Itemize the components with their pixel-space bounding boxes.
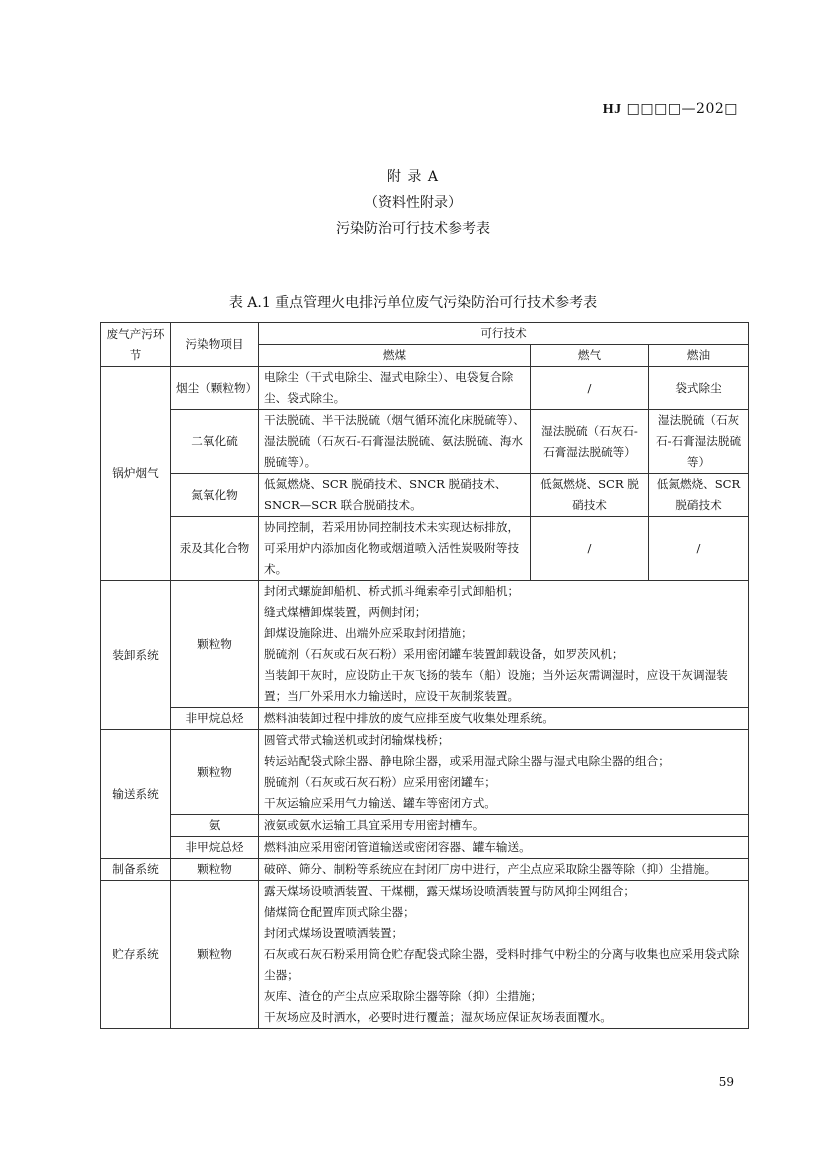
code-suffix: □□□□—202□ bbox=[626, 101, 738, 117]
measure-line: 缝式煤槽卸煤装置，两侧封闭； bbox=[264, 605, 427, 619]
measures-cell bbox=[259, 730, 749, 815]
gas-cell: / bbox=[531, 367, 649, 410]
table-row bbox=[101, 517, 749, 581]
measure-line: 当装卸干灰时，应设防止干灰飞扬的装车（船）设施；当外运灰需调湿时，应设干灰调湿装置；当厂外采用水力输送时，应设干灰制浆装置。 bbox=[264, 668, 728, 703]
document-code bbox=[603, 101, 738, 118]
measures-cell: 液氨或氨水运输工具宜采用专用密封槽车。 bbox=[259, 815, 749, 837]
pollutant-cell: 非甲烷总烃 bbox=[171, 708, 259, 730]
measures-cell: 破碎、筛分、制粉等系统应在封闭厂房中进行，产尘点应采取除尘器等除（抑）尘措施。 bbox=[259, 859, 749, 881]
measure-line: 石灰或石灰石粉采用筒仓贮存配袋式除尘器，受料时排气中粉尘的分离与收集也应采用袋式除尘器； bbox=[264, 947, 740, 982]
gas-cell: 湿法脱硫（石灰石-石膏湿法脱硫等） bbox=[531, 410, 649, 474]
coal-cell: 低氮燃烧、SCR 脱硝技术、SNCR 脱硝技术、SNCR—SCR 联合脱硝技术。 bbox=[259, 474, 531, 517]
oil-cell: / bbox=[649, 517, 749, 581]
pollutant-cell: 二氧化硫 bbox=[171, 410, 259, 474]
section-boiler: 锅炉烟气 bbox=[101, 367, 171, 581]
table-row bbox=[101, 881, 749, 1029]
table-row bbox=[101, 730, 749, 815]
header-link: 废气产污环节 bbox=[101, 323, 171, 367]
table-row bbox=[101, 474, 749, 517]
section-loading: 装卸系统 bbox=[101, 581, 171, 730]
gas-cell: / bbox=[531, 517, 649, 581]
header-pollutant: 污染物项目 bbox=[171, 323, 259, 367]
pollutant-cell: 汞及其化合物 bbox=[171, 517, 259, 581]
section-conveying: 输送系统 bbox=[101, 730, 171, 859]
oil-cell: 低氮燃烧、SCR 脱硝技术 bbox=[649, 474, 749, 517]
table-row bbox=[101, 815, 749, 837]
table-row bbox=[101, 581, 749, 708]
table-row bbox=[101, 708, 749, 730]
table-row bbox=[101, 837, 749, 859]
measure-line: 灰库、渣仓的产尘点应采取除尘器等除（抑）尘措施； bbox=[264, 989, 543, 1003]
oil-cell: 湿法脱硫（石灰石-石膏湿法脱硫等） bbox=[649, 410, 749, 474]
pollutant-cell: 颗粒物 bbox=[171, 730, 259, 815]
measure-line: 干灰场应及时洒水，必要时进行覆盖；湿灰场应保证灰场表面覆水。 bbox=[264, 1010, 612, 1024]
coal-cell: 干法脱硫、半干法脱硫（烟气循环流化床脱硫等）、湿法脱硫（石灰石-石膏湿法脱硫、氨法脱硫、海水脱硫等）。 bbox=[259, 410, 531, 474]
measure-line: 圆管式带式输送机或封闭输煤栈桥； bbox=[264, 733, 450, 747]
measure-line: 干灰运输应采用气力输送、罐车等密闭方式。 bbox=[264, 796, 496, 810]
measure-line: 储煤筒仓配置库顶式除尘器； bbox=[264, 905, 415, 919]
measure-line: 脱硫剂（石灰或石灰石粉）应采用密闭罐车； bbox=[264, 775, 496, 789]
coal-cell: 电除尘（干式电除尘、湿式电除尘）、电袋复合除尘、袋式除尘。 bbox=[259, 367, 531, 410]
pollutant-cell: 颗粒物 bbox=[171, 859, 259, 881]
measure-line: 脱硫剂（石灰或石灰石粉）采用密闭罐车装置卸载设备，如罗茨风机； bbox=[264, 647, 624, 661]
measure-line: 封闭式煤场设置喷洒装置； bbox=[264, 926, 404, 940]
pollutant-cell: 烟尘（颗粒物） bbox=[171, 367, 259, 410]
measures-cell: 燃料油装卸过程中排放的废气应排至废气收集处理系统。 bbox=[259, 708, 749, 730]
code-prefix: HJ bbox=[602, 102, 622, 117]
appendix-title: 附 录 A bbox=[386, 169, 439, 185]
page-number: 59 bbox=[718, 1075, 734, 1089]
table-row bbox=[101, 859, 749, 881]
appendix-subtitle: （资料性附录） bbox=[364, 195, 462, 211]
appendix-heading: 污染防治可行技术参考表 bbox=[336, 221, 490, 237]
pollutant-cell: 颗粒物 bbox=[171, 881, 259, 1029]
measures-cell bbox=[259, 881, 749, 1029]
header-coal: 燃煤 bbox=[259, 345, 531, 367]
pollutant-cell: 非甲烷总烃 bbox=[171, 837, 259, 859]
measure-line: 封闭式螺旋卸船机、桥式抓斗绳索牵引式卸船机； bbox=[264, 584, 520, 598]
technology-table bbox=[100, 322, 749, 1029]
measure-line: 卸煤设施除进、出端外应采取封闭措施； bbox=[264, 626, 473, 640]
coal-cell: 协同控制，若采用协同控制技术未实现达标排放，可采用炉内添加卤化物或烟道喷入活性炭吸附等技术。 bbox=[259, 517, 531, 581]
header-tech: 可行技术 bbox=[259, 323, 749, 345]
table-caption: 表 A.1 重点管理火电排污单位废气污染防治可行技术参考表 bbox=[228, 295, 598, 311]
measure-line: 转运站配袋式除尘器、静电除尘器，或采用湿式除尘器与湿式电除尘器的组合； bbox=[264, 754, 670, 768]
section-prep: 制备系统 bbox=[101, 859, 171, 881]
table-row bbox=[101, 410, 749, 474]
header-oil: 燃油 bbox=[649, 345, 749, 367]
section-storage: 贮存系统 bbox=[101, 881, 171, 1029]
pollutant-cell: 颗粒物 bbox=[171, 581, 259, 708]
pollutant-cell: 氮氧化物 bbox=[171, 474, 259, 517]
measure-line: 露天煤场设喷洒装置、干煤棚，露天煤场设喷洒装置与防风抑尘网组合； bbox=[264, 884, 636, 898]
oil-cell: 袋式除尘 bbox=[649, 367, 749, 410]
measures-cell bbox=[259, 581, 749, 708]
gas-cell: 低氮燃烧、SCR 脱硝技术 bbox=[531, 474, 649, 517]
table-row bbox=[101, 367, 749, 410]
measures-cell: 燃料油应采用密闭管道输送或密闭容器、罐车输送。 bbox=[259, 837, 749, 859]
header-gas: 燃气 bbox=[531, 345, 649, 367]
pollutant-cell: 氨 bbox=[171, 815, 259, 837]
